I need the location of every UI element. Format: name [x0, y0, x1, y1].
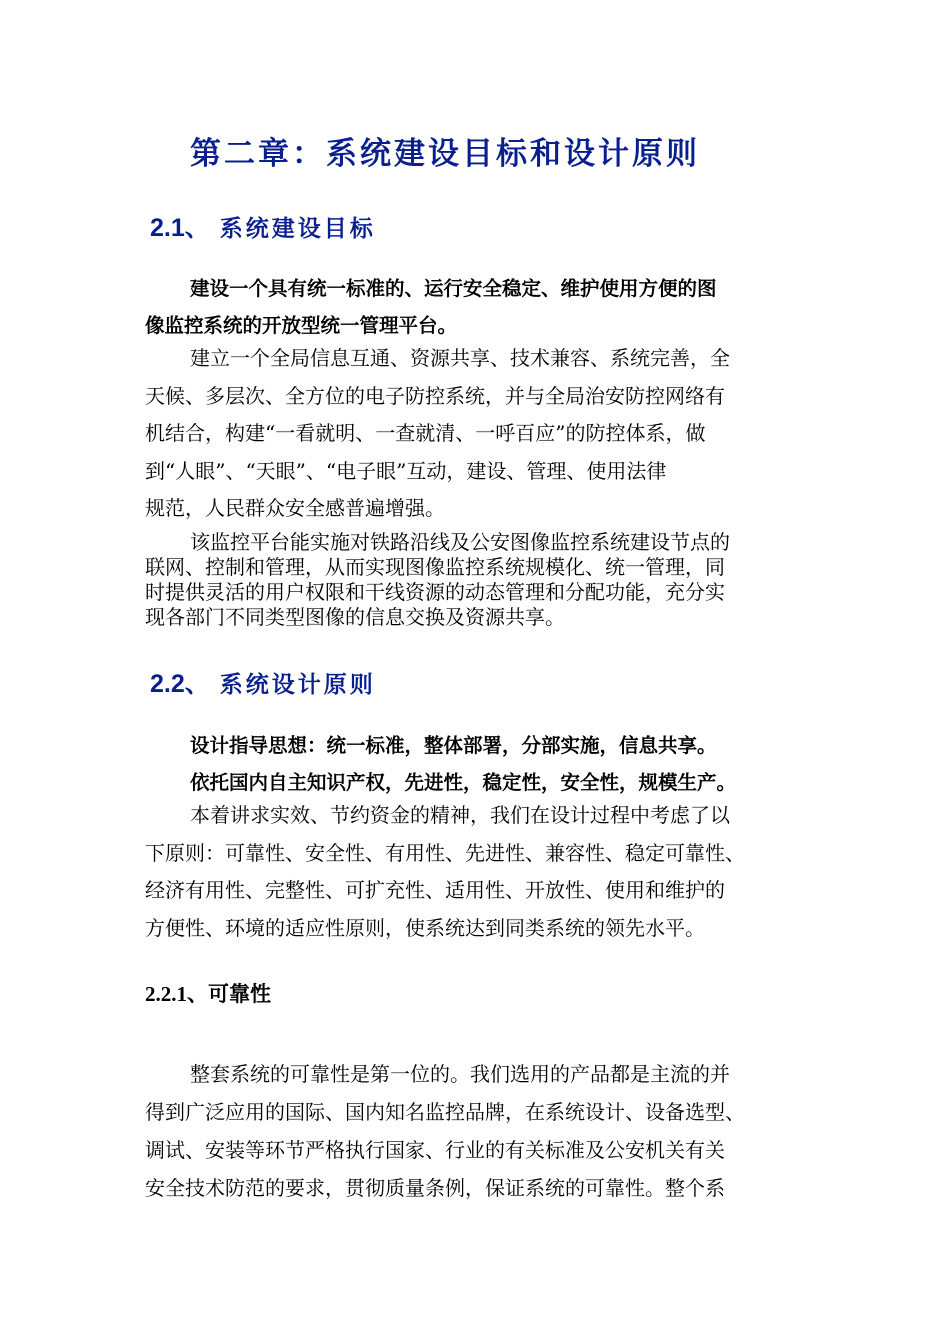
section-number: 2.2、: [150, 670, 210, 698]
text-line: 经济有用性、完整性、可扩充性、适用性、开放性、使用和维护的: [145, 878, 725, 902]
chapter-title: 第二章：系统建设目标和设计原则: [190, 136, 700, 172]
text-line: 设计指导思想：统一标准，整体部署，分部实施，信息共享。: [190, 734, 717, 757]
text-line: 建设一个具有统一标准的、运行安全稳定、维护使用方便的图: [190, 277, 717, 300]
text-line: 依托国内自主知识产权，先进性，稳定性，安全性，规模生产。: [190, 771, 737, 794]
text-line: 机结合，构建“一看就明、一查就清、一呼百应”的防控体系，做: [145, 421, 706, 445]
section-number: 2.1、: [150, 214, 210, 242]
text-line: 安全技术防范的要求，贯彻质量条例，保证系统的可靠性。整个系: [145, 1176, 725, 1200]
text-line: 像监控系统的开放型统一管理平台。: [145, 314, 458, 337]
section-title: 系统设计原则: [219, 672, 376, 698]
text-line: 该监控平台能实施对铁路沿线及公安图像监控系统建设节点的: [190, 530, 730, 554]
section-title: 系统建设目标: [219, 216, 376, 242]
text-line: 本着讲求实效、节约资金的精神，我们在设计过程中考虑了以: [190, 803, 730, 827]
text-line: 天候、多层次、全方位的电子防控系统，并与全局治安防控网络有: [145, 383, 725, 408]
text-line: 到“人眼”、“天眼”、“电子眼”互动，建设、管理、使用法律: [145, 458, 667, 483]
text-line: 调试、安装等环节严格执行国家、行业的有关标准及公安机关有关: [145, 1138, 725, 1162]
text-line: 时提供灵活的用户权限和干线资源的动态管理和分配功能，充分实: [145, 580, 725, 604]
section-2-1-heading: [150, 208, 376, 244]
goal-statement: [145, 270, 815, 344]
paragraph: [145, 530, 815, 630]
paragraph: [145, 340, 815, 528]
text-line: 方便性、环境的适应性原则，使系统达到同类系统的领先水平。: [145, 915, 705, 940]
text-line: 建立一个全局信息互通、资源共享、技术兼容、系统完善，全: [190, 346, 730, 370]
subsection-2-2-1-heading: 2.2.1、可靠性: [145, 982, 271, 1006]
text-line: 联网、控制和管理，从而实现图像监控系统规模化、统一管理，同: [145, 555, 725, 579]
section-2-2-heading: [150, 664, 376, 700]
paragraph: [145, 1055, 815, 1207]
text-line: 整套系统的可靠性是第一位的。我们选用的产品都是主流的并: [190, 1062, 730, 1086]
text-line: 下原则：可靠性、安全性、有用性、先进性、兼容性、稳定可靠性、: [145, 840, 745, 865]
design-guidelines: [145, 727, 815, 801]
paragraph: [145, 797, 815, 947]
text-line: 现各部门不同类型图像的信息交换及资源共享。: [145, 605, 565, 629]
text-line: 规范，人民群众安全感普遍增强。: [145, 496, 445, 520]
text-line: 得到广泛应用的国际、国内知名监控品牌，在系统设计、设备选型、: [145, 1100, 745, 1124]
